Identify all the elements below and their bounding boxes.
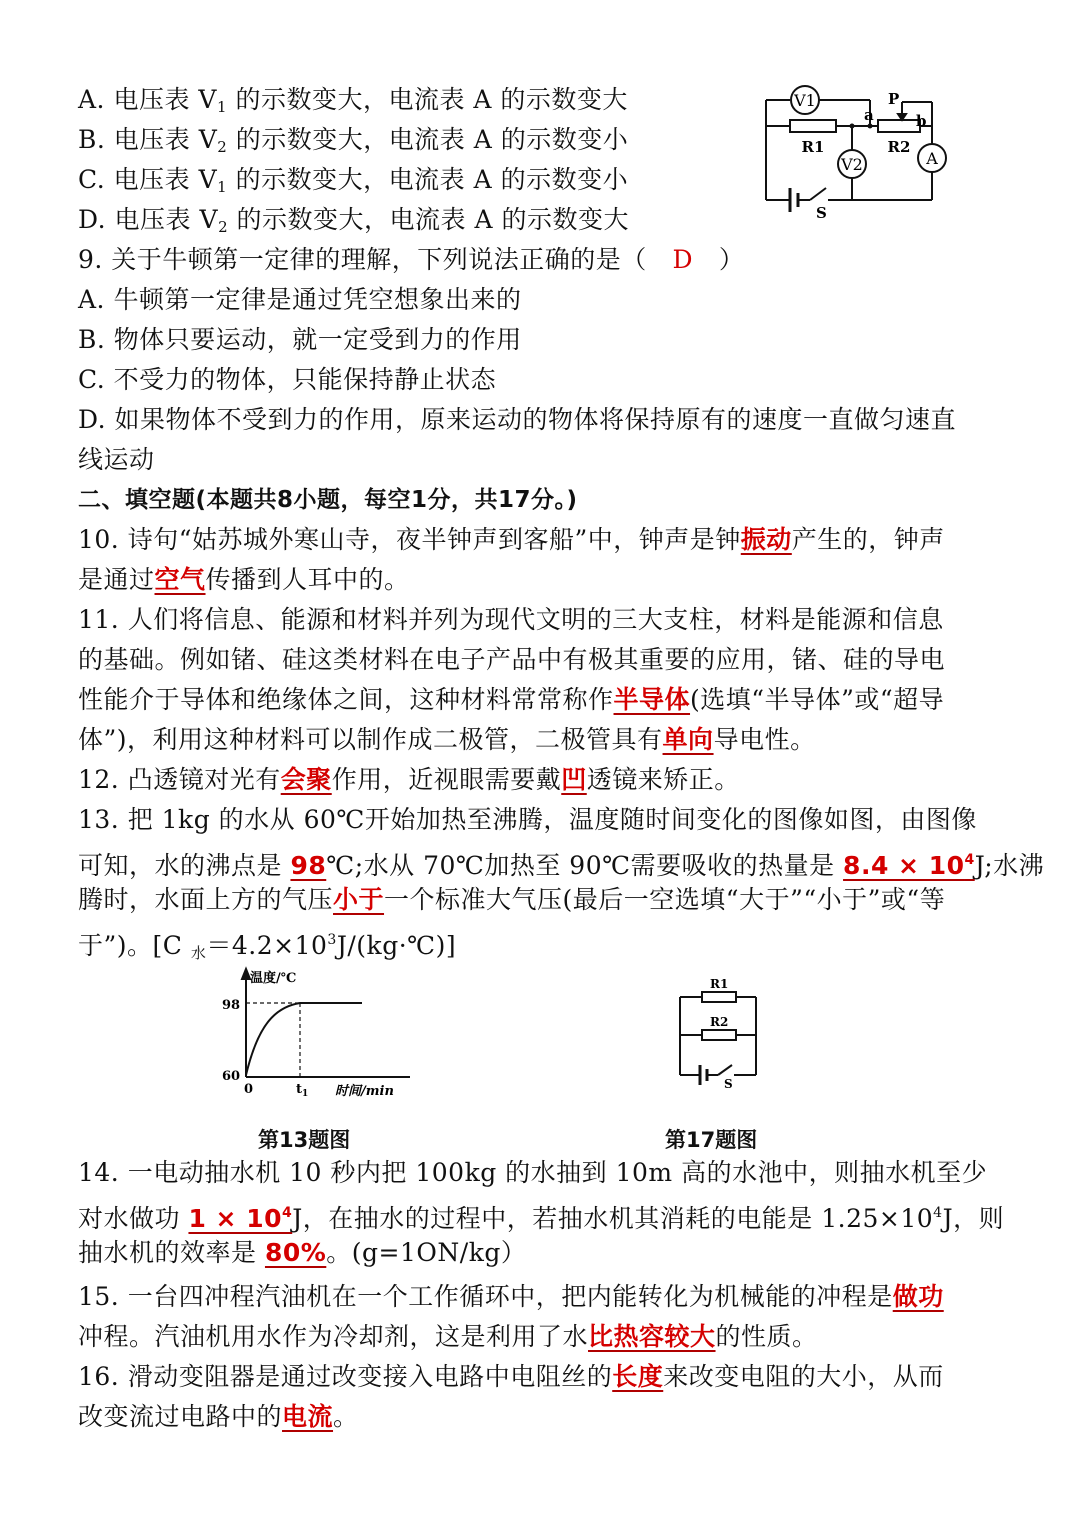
text: t [296, 1082, 303, 1097]
text: 性能介于导体和绝缘体之间，这种材料常常称作 [78, 685, 614, 714]
text: ℃;水从 70℃加热至 90℃需要吸收的热量是 [326, 851, 844, 880]
q14-answer-2: 80% [264, 1238, 327, 1267]
text: C. 电压表 V [78, 165, 218, 194]
text: 16. 滑动变阻器是通过改变接入电路中电阻丝的 [78, 1362, 613, 1391]
slider-p-label: P [888, 90, 900, 108]
q9-option-a: A. 牛顿第一定律是通过凭空想象出来的 [78, 285, 522, 314]
q9-option-d-line2: 线运动 [78, 445, 155, 474]
text: 改变流过电路中的 [78, 1402, 283, 1431]
fig17-circuit-diagram [672, 975, 772, 1090]
q14-answer-1 [188, 1204, 292, 1233]
text: 导电性。 [713, 725, 816, 754]
v2-label: V2 [841, 155, 863, 174]
text: 传播到人耳中的。 [205, 565, 410, 594]
text: (选填“半导体”或“超导 [690, 685, 945, 714]
text: 作用，近视眼需要戴 [331, 765, 562, 794]
q10-line2 [78, 560, 410, 600]
exponent: 3 [327, 932, 337, 948]
x-axis-label: 时间/min [335, 1084, 394, 1099]
text: 。 [333, 1402, 359, 1431]
q14-line1: 14. 一电动抽水机 10 秒内把 100kg 的水抽到 10m 高的水池中，则抽水机至少 [78, 1158, 988, 1187]
text: 9. 关于牛顿第一定律的理解，下列说法正确的是（ [78, 245, 647, 274]
y-tick-60: 60 [222, 1069, 241, 1084]
r2-label: R2 [710, 1015, 729, 1029]
subscript: 2 [218, 218, 229, 236]
exponent: 4 [964, 852, 975, 868]
q16-answer-2: 电流 [282, 1402, 334, 1431]
q15-line2 [78, 1317, 818, 1357]
text: J，则 [942, 1204, 1005, 1233]
q9-option-c: C. 不受力的物体，只能保持静止状态 [78, 365, 497, 394]
text: 的示数变大，电流表 A 的示数变大 [227, 85, 628, 114]
subscript: 1 [302, 1089, 309, 1099]
switch-label: S [816, 204, 827, 222]
q15-answer-2: 比热容较大 [588, 1322, 716, 1351]
switch-label: S [724, 1077, 733, 1090]
text: J/(kg·℃)] [336, 931, 457, 960]
q14-line3 [78, 1233, 526, 1273]
q13-line3 [78, 880, 945, 920]
fig13-temperature-graph [220, 965, 420, 1100]
q11-line1: 11. 人们将信息、能源和材料并列为现代文明的三大支柱，材料是能源和信息 [78, 605, 944, 634]
text: 来改变电阻的大小，从而 [663, 1362, 944, 1391]
text: 可知，水的沸点是 [78, 851, 291, 880]
text: 10. 诗句“姑苏城外寒山寺，夜半钟声到客船”中，钟声是钟 [78, 525, 741, 554]
text: 的性质。 [715, 1322, 818, 1351]
text: 的示数变大，电流表 A 的示数变小 [227, 165, 629, 194]
exponent: 4 [282, 1205, 293, 1221]
subscript: 水 [190, 944, 207, 962]
text: 对水做功 [78, 1204, 189, 1233]
ammeter-label: A [926, 149, 938, 168]
q15-line1 [78, 1277, 944, 1317]
subscript: 1 [217, 178, 228, 196]
text: J，在抽水的过程中，若抽水机其消耗的电能是 1.25×10 [292, 1204, 934, 1233]
r1-label: R1 [801, 138, 825, 156]
subscript: 2 [217, 138, 228, 156]
text: 的示数变大，电流表 A 的示数变大 [228, 205, 630, 234]
q11-answer-2: 单向 [662, 725, 714, 754]
text: 15. 一台四冲程汽油机在一个工作循环中，把内能转化为机械能的冲程是 [78, 1282, 893, 1311]
q16-line2 [78, 1397, 359, 1437]
q12-line [78, 760, 740, 800]
fig13-caption: 第13题图 [258, 1128, 351, 1152]
q12-answer-2: 凹 [561, 765, 587, 794]
text: 腾时，水面上方的气压 [78, 885, 334, 914]
y-axis-label: 温度/℃ [250, 971, 297, 986]
q10-answer-2: 空气 [154, 565, 206, 594]
q11-line3 [78, 680, 944, 720]
text: 于”)。[C [78, 931, 191, 960]
q11-line4 [78, 720, 816, 760]
text: B. 电压表 V [78, 125, 218, 154]
q16-line1 [78, 1357, 944, 1397]
v1-label: V1 [794, 91, 816, 110]
text: 12. 凸透镜对光有 [78, 765, 281, 794]
subscript: 1 [216, 98, 227, 116]
text: 透镜来矫正。 [586, 765, 740, 794]
q13-answer-1: 98 [290, 851, 327, 880]
text: J;水沸 [974, 851, 1045, 880]
text: 冲程。汽油机用水作为冷却剂，这是利用了水 [78, 1322, 589, 1351]
y-tick-98: 98 [222, 998, 241, 1013]
text: 的示数变大，电流表 A 的示数变小 [227, 125, 629, 154]
text: 体”)，利用这种材料可以制作成二极管，二极管具有 [78, 725, 663, 754]
text: ＝4.2×10 [206, 931, 328, 960]
q9-option-d-line1: D. 如果物体不受到力的作用，原来运动的物体将保持原有的速度一直做匀速直 [78, 405, 957, 434]
q9-answer: D [672, 245, 694, 274]
fig17-caption: 第17题图 [665, 1128, 758, 1152]
x-origin: 0 [244, 1082, 254, 1097]
text: 抽水机的效率是 [78, 1238, 265, 1267]
exponent: 4 [933, 1205, 943, 1221]
text: A. 电压表 V [78, 85, 217, 114]
text: 1 × 10 [188, 1204, 282, 1233]
r2-label: R2 [887, 138, 911, 156]
r1-label: R1 [710, 977, 729, 991]
q11-line2: 的基础。例如锗、硅这类材料在电子产品中有极其重要的应用，锗、硅的导电 [78, 645, 946, 674]
q15-answer-1: 做功 [892, 1282, 944, 1311]
text: 一个标准大气压(最后一空选填“大于”“小于”或“等 [384, 885, 946, 914]
text: 产生的，钟声 [791, 525, 945, 554]
section-heading: 二、填空题(本题共8小题，每空1分，共17分。) [78, 487, 578, 513]
q10-answer-1: 振动 [740, 525, 792, 554]
text: D. 电压表 V [78, 205, 219, 234]
point-b-label: b [916, 112, 927, 130]
q16-answer-1: 长度 [612, 1362, 664, 1391]
q11-answer-1: 半导体 [613, 685, 691, 714]
q12-answer-1: 会聚 [280, 765, 332, 794]
q10-line1 [78, 520, 945, 560]
q13-answer-2 [843, 851, 975, 880]
x-tick-t1 [296, 1082, 308, 1099]
text: 是通过 [78, 565, 155, 594]
q13-answer-3: 小于 [333, 885, 385, 914]
text: ） [718, 245, 745, 274]
q9-stem [78, 240, 744, 280]
point-a-label: a [864, 106, 874, 124]
q9-option-b: B. 物体只要运动，就一定受到力的作用 [78, 325, 522, 354]
text: 。(g=1ON/kg） [326, 1238, 527, 1267]
text: 8.4 × 10 [843, 851, 965, 880]
q8-circuit-diagram [760, 82, 960, 222]
q13-line1: 13. 把 1kg 的水从 60℃开始加热至沸腾，温度随时间变化的图像如图，由图像 [78, 805, 977, 834]
